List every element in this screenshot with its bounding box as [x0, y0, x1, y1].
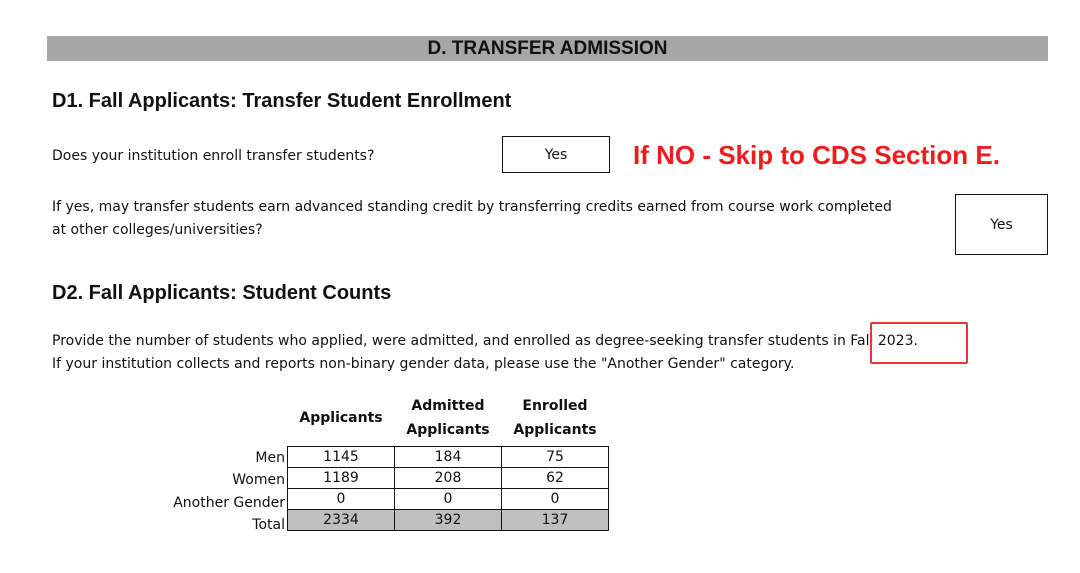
table-row [288, 447, 609, 468]
d2-intro-highlight-text: in Fall 2023. [833, 333, 918, 349]
q1-text: Does your institution enroll transfer students? [52, 148, 375, 164]
skip-note: If NO - Skip to CDS Section E. [633, 140, 1000, 170]
table-row [288, 468, 609, 489]
d2-intro-line2: If your institution collects and reports non-binary gender data, please use the "Another Gender" category. [52, 356, 795, 372]
cell-total-enrolled: 137 [502, 510, 609, 531]
col-header-line: Applicants [406, 422, 490, 438]
q2-text-line2: at other colleges/universities? [52, 222, 263, 238]
q1-answer-field[interactable]: Yes [502, 136, 610, 173]
cell-men-applicants[interactable]: 1145 [288, 447, 395, 468]
highlight-box [870, 322, 968, 364]
q2-answer-field[interactable]: Yes [955, 194, 1048, 255]
col-header-line: Enrolled [522, 398, 588, 414]
row-label-total: Total [252, 517, 285, 533]
cell-another-admitted[interactable]: 0 [395, 489, 502, 510]
q2-text-line1: If yes, may transfer students earn advanced standing credit by transferring credits earned from course work completed [52, 199, 892, 215]
table-row-total [288, 510, 609, 531]
cell-another-applicants[interactable]: 0 [288, 489, 395, 510]
col-header-admitted [395, 394, 501, 442]
table-row [288, 489, 609, 510]
row-label-men: Men [255, 450, 285, 466]
cell-women-admitted[interactable]: 208 [395, 468, 502, 489]
section-banner: D. TRANSFER ADMISSION [47, 36, 1048, 61]
row-label-women: Women [232, 472, 285, 488]
cell-total-applicants: 2334 [288, 510, 395, 531]
cell-women-applicants[interactable]: 1189 [288, 468, 395, 489]
col-header-enrolled [502, 394, 608, 442]
d1-heading: D1. Fall Applicants: Transfer Student Enrollment [52, 90, 512, 112]
col-header-applicants [288, 406, 394, 430]
cell-women-enrolled[interactable]: 62 [502, 468, 609, 489]
col-header-line: Admitted [411, 398, 485, 414]
col-header-line: Applicants [299, 410, 383, 426]
d2-intro-line1 [52, 330, 918, 353]
cell-another-enrolled[interactable]: 0 [502, 489, 609, 510]
d2-intro-text: Provide the number of students who applied, were admitted, and enrolled as degree-seeking transfer students [52, 333, 834, 349]
row-label-another-gender: Another Gender [173, 495, 285, 511]
cell-total-admitted: 392 [395, 510, 502, 531]
col-header-line: Applicants [513, 422, 597, 438]
d2-heading: D2. Fall Applicants: Student Counts [52, 282, 392, 304]
student-counts-table [287, 446, 609, 531]
cell-men-admitted[interactable]: 184 [395, 447, 502, 468]
cell-men-enrolled[interactable]: 75 [502, 447, 609, 468]
